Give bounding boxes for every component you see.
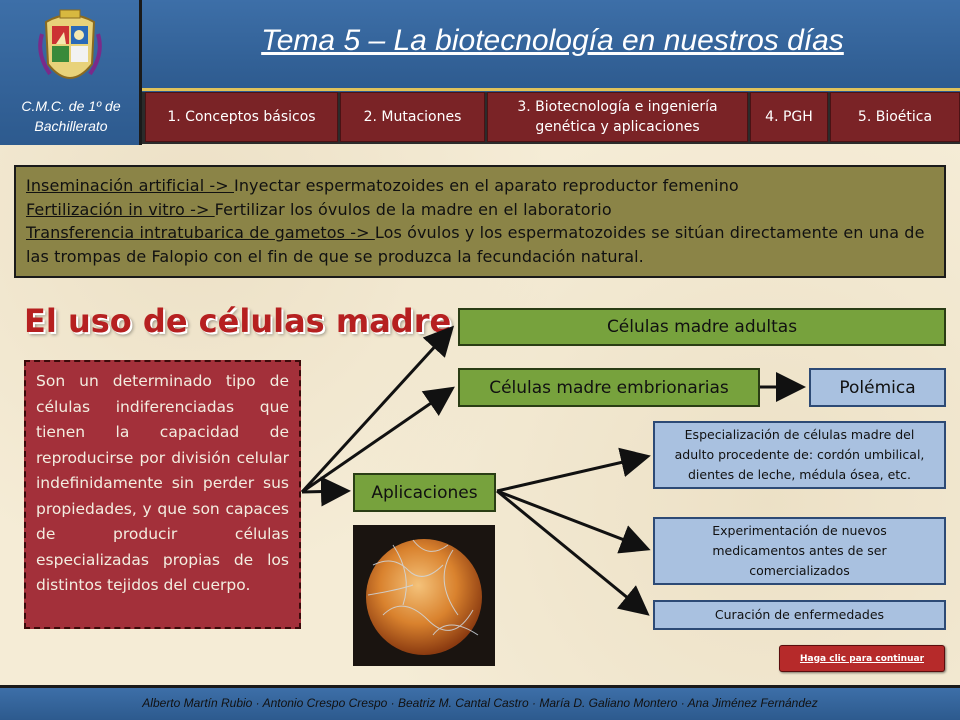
section-heading: El uso de células madre [24, 302, 452, 340]
page-title: Tema 5 – La biotecnología en nuestros días [261, 24, 844, 57]
arrow-to-app1 [497, 457, 645, 491]
egg-cell-image [353, 525, 495, 666]
app2-line3: comercializados [749, 563, 850, 578]
app2-line1: Experimentación de nuevos [712, 523, 887, 538]
term-inseminacion: Inseminación artificial -> [26, 176, 234, 195]
nav-tab-label: 1. Conceptos básicos [167, 109, 316, 125]
definition-box: Son un determinado tipo de células indiferenciadas que tienen la capacidad de reproducirse por división celular indefinidamente sin perder sus propiedades, y que son capaces de producir células especializadas propias de los distintos tejidos del cuerpo. [24, 360, 301, 629]
polemica-box: Polémica [809, 368, 946, 407]
school-label-line2: Bachillerato [34, 118, 108, 134]
nav-tab-label: 5. Bioética [857, 109, 933, 125]
egg-cell-icon [353, 525, 495, 666]
application-specialization-box [653, 421, 946, 489]
adult-stem-cells-box: Células madre adultas [458, 308, 946, 346]
arrow-to-app3 [497, 491, 645, 612]
arrow-to-app2 [497, 491, 645, 548]
nav-tab-label: 4. PGH [765, 109, 813, 125]
embryonic-stem-cells-box: Células madre embrionarias [458, 368, 760, 407]
nav-tab-label-line1: 3. Biotecnología e ingeniería [517, 99, 718, 115]
authors-footer: Alberto Martín Rubio · Antonio Crespo Crespo · Beatriz M. Cantal Castro · María D. Galiano Montero · Ana Jiménez Fernández [142, 696, 818, 710]
arrow-to-adultas [302, 330, 450, 492]
app1-line3: dientes de leche, médula ósea, etc. [687, 467, 912, 482]
term-transferencia: Transferencia intratubarica de gametos -> [26, 223, 375, 242]
nav-tab-label-line2: genética y aplicaciones [535, 119, 700, 135]
term-fertilizacion: Fertilización in vitro -> [26, 199, 215, 219]
applications-box: Aplicaciones [353, 473, 496, 512]
application-experimentation-box [653, 517, 946, 585]
app2-line2: medicamentos antes de ser [712, 543, 887, 558]
app1-line2: adulto procedente de: cordón umbilical, [674, 447, 925, 462]
school-label-line1: C.M.C. de 1º de [21, 98, 121, 114]
nav-tab-label: 2. Mutaciones [363, 109, 462, 125]
app1-line1: Especialización de células madre del [684, 427, 915, 442]
desc-inseminacion: Inyectar espermatozoides en el aparato reproductor femenino [234, 176, 739, 195]
continue-button[interactable]: Haga clic para continuar [779, 645, 945, 672]
desc-fertilizacion: Fertilizar los óvulos de la madre en el laboratorio [214, 199, 612, 219]
desc-transferencia: Los óvulos y los espermatozoides se sitúan directamente en una de las trompas de Falopio con el fin de que se produzca la fecundación natural. [26, 223, 925, 266]
application-cure-box: Curación de enfermedades [653, 600, 946, 630]
arrow-to-aplicaciones [302, 491, 345, 492]
